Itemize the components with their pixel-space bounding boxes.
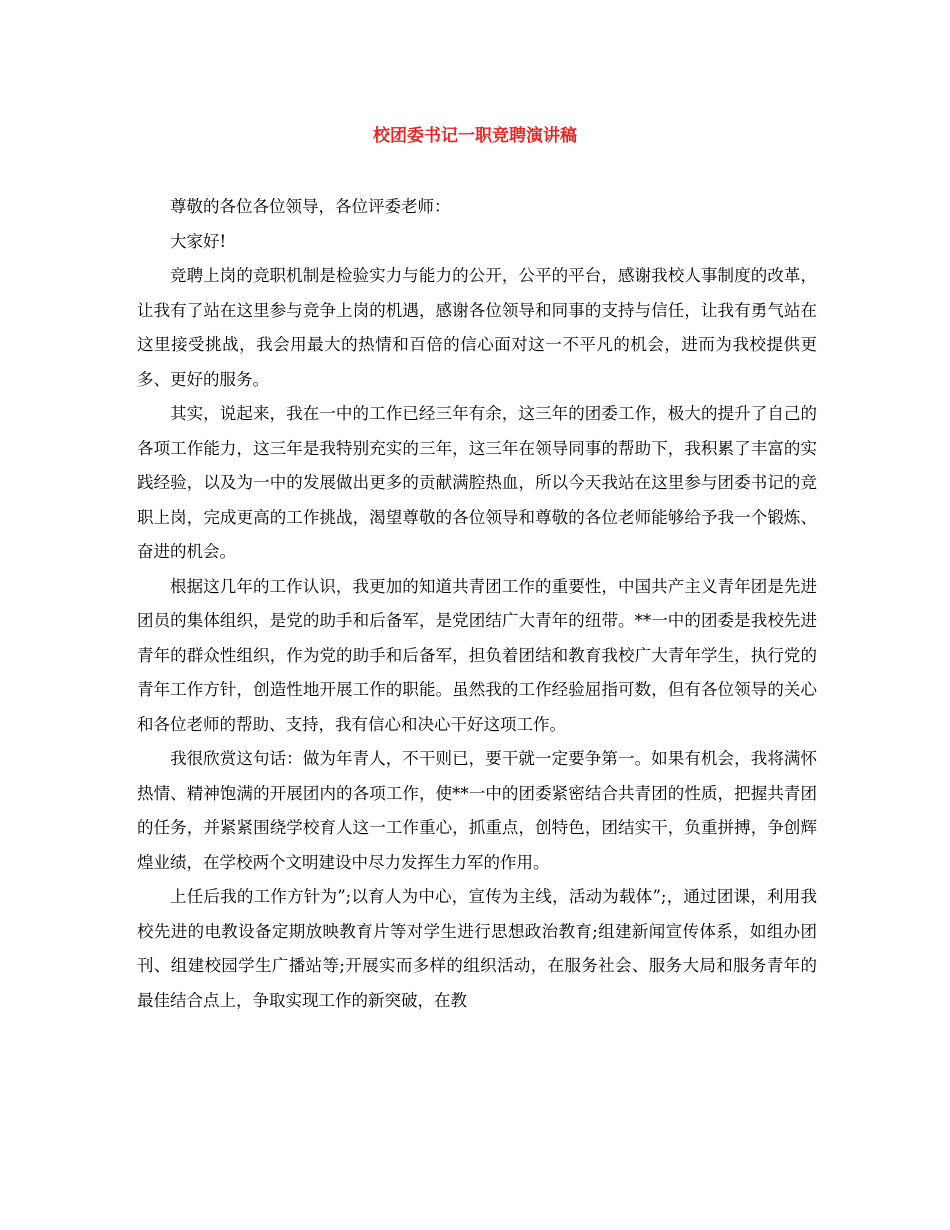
paragraph: 竞聘上岗的竞职机制是检验实力与能力的公开，公平的平台，感谢我校人事制度的改革，让我有了站在这里参与竞争上岗的机遇，感谢各位领导和同事的支持与信任，让我有勇气站在这里接受挑战，我会用最大的热情和百倍的信心面对这一不平凡的机会，进而为我校提供更多、更好的服务。: [137, 266, 817, 389]
paragraph: 根据这几年的工作认识，我更加的知道共青团工作的重要性，中国共产主义青年团是先进团员的集体组织，是党的助手和后备军，是党团结广大青年的纽带。**一中的团委是我校先进青年的群众性组织，作为党的助手和后备军，担负着团结和教育我校广大青年学生，执行党的青年工作方针，创造性地开展工作的职能。虽然我的工作经验屈指可数，但有各位领导的关心和各位老师的帮助、支持，我有信心和决心干好这项工作。: [137, 576, 817, 734]
paragraph-salutation: 尊敬的各位各位领导，各位评委老师：: [170, 197, 451, 216]
document-title: 校团委书记一职竞聘演讲稿: [373, 126, 577, 146]
paragraph: 我很欣赏这句话：做为年青人，不干则已，要干就一定要争第一。如果有机会，我将满怀热情、精神饱满的开展团内的各项工作，使**一中的团委紧密结合共青团的性质，把握共青团的任务，并紧紧围绕学校育人这一工作重心，抓重点，创特色，团结实干，负重拼搏，争创辉煌业绩，在学校两个文明建设中尽力发挥生力军的作用。: [137, 749, 817, 872]
document-body: [137, 190, 817, 1018]
paragraph: 其实，说起来，我在一中的工作已经三年有余，这三年的团委工作，极大的提升了自己的各项工作能力，这三年是我特别充实的三年，这三年在领导同事的帮助下，我积累了丰富的实践经验，以及为一中的发展做出更多的贡献满腔热血，所以今天我站在这里参与团委书记的竞职上岗，完成更高的工作挑战，渴望尊敬的各位领导和尊敬的各位老师能够给予我一个锻炼、奋进的机会。: [137, 404, 817, 561]
paragraph-greeting: 大家好!: [170, 231, 227, 251]
paragraph: 上任后我的工作方针为”;以育人为中心，宣传为主线，活动为载体”;，通过团课，利用我校先进的电教设备定期放映教育片等对学生进行思想政治教育;组建新闻宣传体系，如组办团刊、组建校园学生广播站等;开展实而多样的组织活动，在服务社会、服务大局和服务青年的最佳结合点上，争取实现工作的新突破，在教: [137, 887, 817, 1010]
